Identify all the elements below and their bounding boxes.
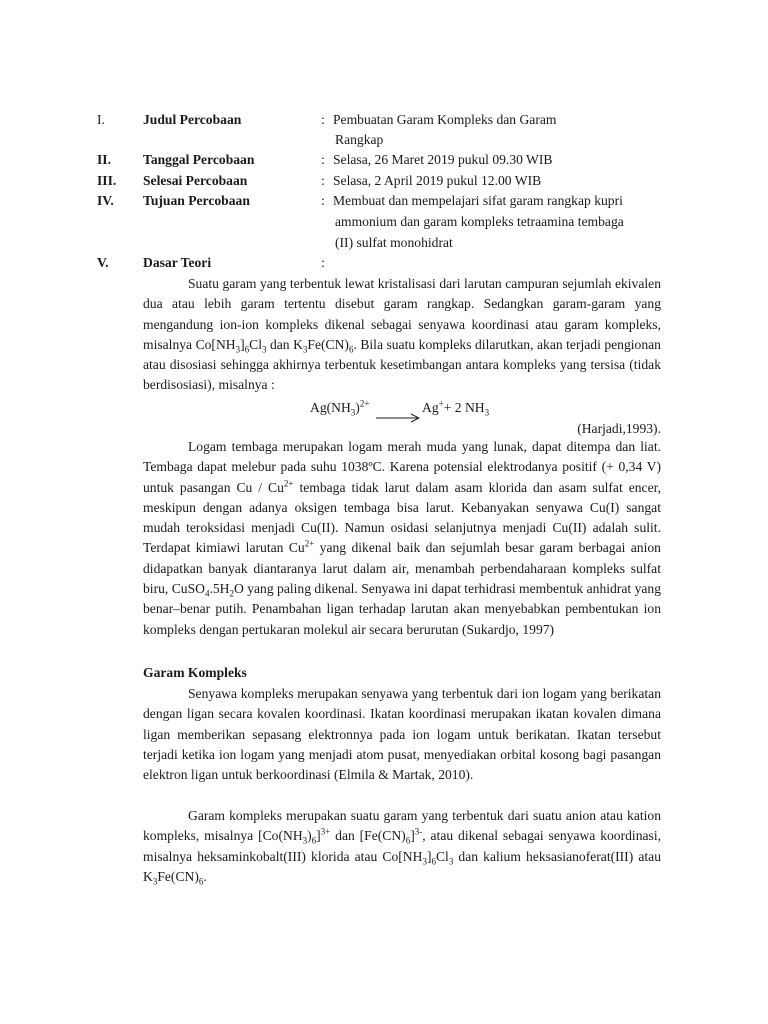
citation-harjadi: (Harjadi,1993). bbox=[577, 421, 661, 436]
row-colon: : bbox=[321, 173, 325, 188]
row-number: III. bbox=[97, 173, 117, 188]
row-number: V. bbox=[97, 255, 109, 270]
header-row-judul bbox=[0, 110, 768, 130]
equation-right-side: Ag++ 2 $NH_3$ bbox=[422, 398, 490, 418]
paragraph-senyawa-kompleks: Senyawa kompleks merupakan senyawa yang terbentuk dari ion logam yang berikatan dengan ligan secara kovalen koordinasi. Ikatan koordinasi merupakan ikatan kovalen dimana ligan memberikan sepasang elektronnya pada ion logam untuk berikatan. Ikatan tersebut terjadi ketika ion logam yang menjadi atom pusat, menyediakan orbital kosong bagi pasangan elektron ligan untuk berkoordinasi (Elmila & Martak, 2010). bbox=[143, 686, 661, 783]
header-row-judul-continuation: Rangkap bbox=[335, 132, 384, 147]
reaction-arrow-icon bbox=[376, 412, 420, 424]
paragraph-logam-tembaga: Logam tembaga merupakan logam merah muda yang lunak, dapat ditempa dan liat. Tembaga dapat melebur pada suhu 1038ºC. Karena potensial elektrodanya positif (+ 0,34 V) untuk pasangan Cu / $Cu^{2+}$ tembaga tidak larut dalam asam klorida dan asam sulfat encer, meskipun dengan adanya oksigen tembaga bisa larut. Kebanyakan senyawa Cu(I) sangat mudah teroksidasi menjadi Cu(II). Namun osidasi selanjutnya menjadi Cu(II) adalah sulit. Terdapat kimiawi larutan $Cu^{2+}$ yang dikenal baik dan sejumlah besar garam berbagai anion didapatkan banyak diantaranya larut dalam air, menambah perbendaharaan kompleks sulfat biru, $CuSO_4.5H_2O$ yang paling dikenal. Senyawa ini dapat terhidrasi membentuk anhidrat yang benar–benar putih. Penambahan ligan terhadap larutan akan menyebabkan pembentukan ion kompleks dengan pertukaran molekul air secara berurutan (Sukardjo, 1997) bbox=[143, 439, 662, 637]
section-heading-garam-kompleks: Garam Kompleks bbox=[143, 665, 247, 680]
row-number: II. bbox=[97, 152, 111, 167]
row-number: I. bbox=[97, 112, 105, 127]
paragraph-garam-rangkap: Suatu garam yang terbentuk lewat kristalisasi dari larutan campuran sejumlah ekivalen dua atau lebih garam tertentu disebut garam rangkap. Sedangkan garam-garam yang mengandung ion-ion kompleks dikenal sebagai senyawa koordinasi atau garam kompleks, misalnya $Co[NH_3]_6Cl_3$ dan $K_3Fe(CN)_6$. Bila suatu kompleks dilarutkan, akan terjadi pengionan atau disosiasi sehingga akhirnya terbentuk kesetimbangan antara kompleks yang tersisa (tidak berdisosiasi), misalnya : bbox=[143, 276, 661, 393]
row-value: Pembuatan Garam Kompleks dan Garam bbox=[333, 112, 557, 127]
row-colon: : bbox=[321, 255, 325, 270]
row-label: Tanggal Percobaan bbox=[143, 152, 255, 167]
row-value: Selasa, 2 April 2019 pukul 12.00 WIB bbox=[333, 173, 542, 188]
row-label: Selesai Percobaan bbox=[143, 173, 248, 188]
row-colon: : bbox=[321, 193, 325, 208]
header-row-dasar-teori bbox=[0, 253, 768, 273]
equation-left-side: $Ag(NH_3)^{2+}$ bbox=[310, 398, 370, 418]
header-row-selesai bbox=[0, 171, 768, 191]
header-row-tujuan bbox=[0, 191, 768, 211]
row-colon: : bbox=[321, 152, 325, 167]
row-colon: : bbox=[321, 112, 325, 127]
row-label: Dasar Teori bbox=[143, 255, 212, 270]
paragraph-garam-kompleks: Garam kompleks merupakan suatu garam yang terbentuk dari suatu anion atau kation kompleks, misalnya $[Co(NH_3)_6]^{3+}$ dan $[Fe(CN)_6]^{3-}$, atau dikenal sebagai senyawa koordinasi, misalnya heksaminkobalt(III) klorida atau $Co[NH_3]_6Cl_3$ dan kalium heksasianoferat(III) atau $K_3Fe(CN)_6$. bbox=[143, 808, 662, 887]
row-value: Selasa, 26 Maret 2019 pukul 09.30 WIB bbox=[333, 152, 553, 167]
row-label: Judul Percobaan bbox=[143, 112, 242, 127]
row-number: IV. bbox=[97, 193, 114, 208]
header-row-tujuan-continuation-1: ammonium dan garam kompleks tetraamina tembaga bbox=[335, 214, 624, 229]
row-value: Membuat dan mempelajari sifat garam rangkap kupri bbox=[333, 193, 623, 208]
header-row-tujuan-continuation-2: (II) sulfat monohidrat bbox=[335, 235, 453, 250]
header-row-tanggal bbox=[0, 150, 768, 170]
row-label: Tujuan Percobaan bbox=[143, 193, 250, 208]
